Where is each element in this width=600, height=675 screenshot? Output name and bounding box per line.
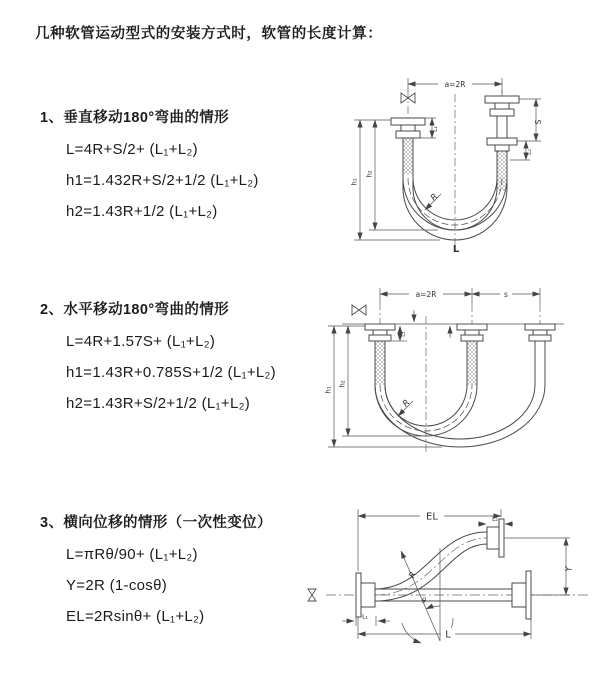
dim-label-y: Y: [564, 566, 575, 572]
diagram-vertical-180-bend: [320, 70, 590, 255]
section-horizontal-movement: [40, 298, 276, 412]
dim-label-h1: h₁: [350, 178, 359, 186]
dim-label-l2: L₂: [492, 516, 498, 523]
dim-label-l: L: [445, 629, 451, 641]
dim-label-h2: h₂: [365, 170, 374, 178]
formula-line: L=πRθ/90+ (L₁+L₂): [66, 546, 198, 563]
dim-label-l2: L₂: [526, 149, 533, 155]
dimension-lines: [342, 509, 570, 639]
dim-label-a2r: a=2R: [415, 290, 437, 299]
diagram-3-labels: [362, 512, 574, 641]
section-vertical-movement: [40, 106, 259, 220]
dim-label-h1: h₁: [324, 386, 333, 394]
dim-label-l1: L₁: [399, 331, 407, 337]
hose-and-bend: [375, 341, 545, 447]
diagram-horizontal-180-bend: [312, 280, 597, 465]
diagram-3-svg: [298, 503, 598, 653]
formula-line: h1=1.432R+S/2+1/2 (L₁+L₂): [66, 172, 259, 189]
braid-sections: [375, 341, 477, 385]
dim-label-s: s: [504, 290, 508, 299]
dim-label-r: R: [428, 191, 441, 204]
diagram-lateral-displacement: [298, 503, 598, 653]
dim-label-s: S: [534, 119, 543, 125]
formula-line: h2=1.43R+S/2+1/2 (L₁+L₂): [66, 395, 251, 412]
dimension-lines: [328, 288, 564, 447]
dim-label-r: R: [400, 397, 413, 410]
dim-label-l: L: [452, 244, 460, 255]
section-lateral-displacement: [40, 511, 272, 625]
page-title: 几种软管运动型式的安装方式时，软管的长度计算：: [35, 26, 383, 42]
dim-label-theta: θ: [421, 597, 427, 605]
formula-line: L=4R+1.57S+ (L₁+L₂): [66, 333, 216, 350]
dim-label-l1: L₁: [432, 126, 439, 132]
dim-label-el: EL: [426, 511, 438, 523]
dim-label-r: R: [407, 570, 419, 580]
centerlines: [408, 90, 502, 248]
section-3-heading: 3、横向位移的情形（一次性变位）: [40, 515, 272, 531]
section-1-heading: 1、垂直移动180°弯曲的情形: [40, 110, 230, 126]
section-2-heading: 2、水平移动180°弯曲的情形: [40, 302, 230, 318]
valve-icon: [352, 305, 366, 315]
formula-line: Y=2R (1-cosθ): [66, 577, 168, 594]
formula-line: EL=2Rsinθ+ (L₁+L₂): [66, 608, 205, 625]
formula-line: h2=1.43R+1/2 (L₁+L₂): [66, 203, 218, 220]
valve-icon: [308, 589, 316, 601]
diagram-1-svg: [320, 70, 590, 255]
formula-line: L=4R+S/2+ (L₁+L₂): [66, 141, 198, 158]
diagram-2-svg: [312, 280, 597, 465]
formula-line: h1=1.43R+0.785S+1/2 (L₁+L₂): [66, 364, 276, 381]
dim-label-a2r: a=2R: [444, 80, 466, 89]
dim-label-h2: h₂: [338, 380, 347, 388]
dim-label-l1: L₁: [362, 613, 368, 621]
fittings: [365, 324, 555, 341]
